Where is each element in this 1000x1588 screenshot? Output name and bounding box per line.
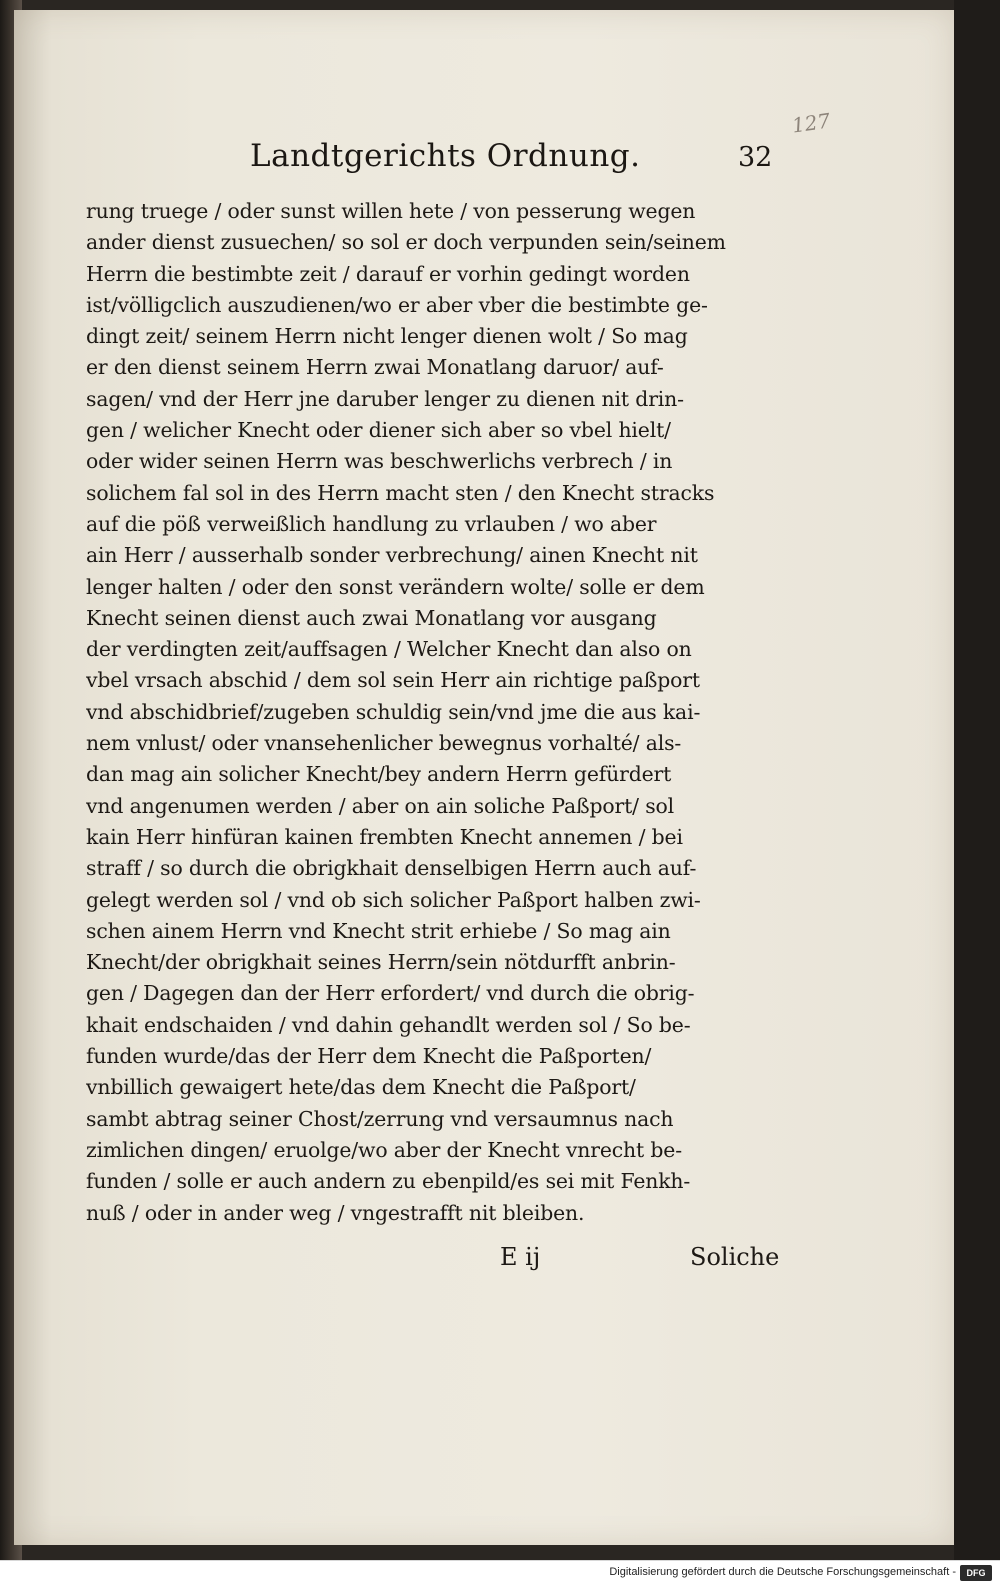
text-line: straff / so durch die obrigkhait denselbigen Herrn auch auf-: [86, 856, 697, 881]
running-head: Landtgerichts Ordnung.: [250, 138, 641, 174]
text-line: gen / Dagegen dan der Herr erfordert/ vnd durch die obrig-: [86, 981, 695, 1006]
text-line: ain Herr / ausserhalb sonder verbrechung/ ainen Knecht nit: [86, 543, 698, 568]
text-line: vnd angenumen werden / aber on ain soliche Paßport/ sol: [86, 793, 675, 818]
text-line: kain Herr hinfüran kainen frembten Knecht annemen / bei: [86, 824, 683, 849]
catchword: Soliche: [690, 1243, 780, 1271]
text-line: dingt zeit/ seinem Herrn nicht lenger dienen wolt / So mag: [86, 324, 688, 349]
text-line: Knecht/der obrigkhait seines Herrn/sein nötdurfft anbrin-: [86, 950, 676, 975]
text-line: vbel vrsach abschid / dem sol sein Herr ain richtige paßport: [86, 668, 700, 693]
text-line: der verdingten zeit/auffsagen / Welcher Knecht dan also on: [86, 637, 692, 662]
dfg-logo: DFG: [960, 1565, 992, 1581]
text-line: oder wider seinen Herrn was beschwerlichs verbrech / in: [86, 449, 673, 474]
signature-mark: E ij: [500, 1243, 541, 1271]
text-line: sambt abtrag seiner Chost/zerrung vnd versaumnus nach: [86, 1106, 674, 1131]
text-line: Knecht seinen dienst auch zwai Monatlang vor ausgang: [86, 605, 657, 630]
text-line: khait endschaiden / vnd dahin gehandlt werden sol / So be-: [86, 1012, 691, 1037]
text-line: gelegt werden sol / vnd ob sich solicher Paßport halben zwi-: [86, 887, 701, 912]
footer-credit: Digitalisierung gefördert durch die Deutsche Forschungsgemeinschaft -: [609, 1566, 956, 1578]
text-line: gen / welicher Knecht oder diener sich aber so vbel hielt/: [86, 418, 671, 443]
text-line: nuß / oder in ander weg / vngestrafft nit bleiben.: [86, 1200, 585, 1225]
digitization-footer: [0, 1560, 1000, 1588]
body-text: [86, 196, 786, 1229]
text-line: schen ainem Herrn vnd Knecht strit erhiebe / So mag ain: [86, 918, 671, 943]
handwritten-folio-annotation: 127: [790, 108, 832, 138]
text-line: funden wurde/das der Herr dem Knecht die Paßporten/: [86, 1044, 652, 1069]
text-line: sagen/ vnd der Herr jne daruber lenger zu dienen nit drin-: [86, 386, 684, 411]
text-line: Herrn die bestimbte zeit / darauf er vorhin gedingt worden: [86, 261, 690, 286]
text-line: rung truege / oder sunst willen hete / von pesserung wegen: [86, 199, 696, 223]
text-line: vnbillich gewaigert hete/das dem Knecht die Paßport/: [86, 1075, 636, 1100]
text-line: dan mag ain solicher Knecht/bey andern Herrn gefürdert: [86, 762, 672, 787]
text-line: lenger halten / oder den sonst verändern wolte/ solle er dem: [86, 574, 705, 599]
text-line: zimlichen dingen/ eruolge/wo aber der Knecht vnrecht be-: [86, 1137, 682, 1162]
text-line: auf die pöß verweißlich handlung zu vrlauben / wo aber: [86, 511, 657, 536]
page-number: 32: [738, 142, 773, 173]
text-line: solichem fal sol in des Herrn macht sten / den Knecht stracks: [86, 480, 715, 505]
scan-right-margin: [954, 0, 1000, 1560]
text-line: vnd abschidbrief/zugeben schuldig sein/vnd jme die aus kai-: [86, 699, 701, 724]
text-line: er den dienst seinem Herrn zwai Monatlang daruor/ auf-: [86, 355, 664, 380]
text-line: ist/völligclich auszudienen/wo er aber vber die bestimbte ge-: [86, 292, 708, 317]
text-line: funden / solle er auch andern zu ebenpild/es sei mit Fenkh-: [86, 1169, 691, 1194]
text-line: nem vnlust/ oder vnansehenlicher bewegnus vorhalté/ als-: [86, 731, 682, 756]
text-line: ander dienst zusuechen/ so sol er doch verpunden sein/seinem: [86, 230, 726, 255]
